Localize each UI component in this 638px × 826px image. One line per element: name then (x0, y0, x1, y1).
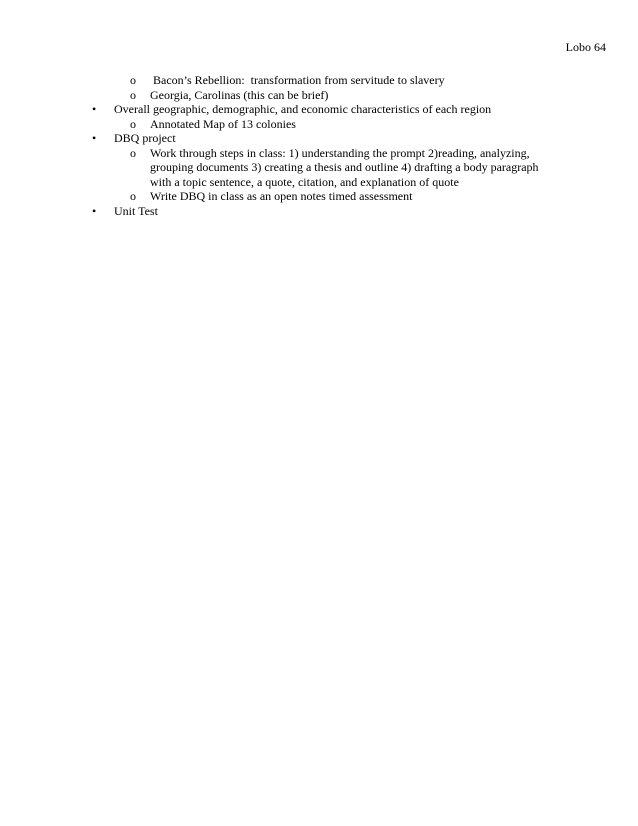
list-item-text: Work through steps in class: 1) understanding the prompt 2)reading, analyzing, (150, 145, 530, 160)
sub-bullet-marker: o (130, 116, 136, 131)
list-item (0, 73, 638, 88)
page-header-label: Lobo 64 (565, 40, 606, 54)
list-item (0, 131, 638, 146)
bullet-marker: • (92, 131, 97, 145)
list-item-text: grouping documents 3) creating a thesis and outline 4) drafting a body paragraph (150, 160, 539, 174)
sub-bullet-marker: o (130, 145, 136, 160)
list-item-text: with a topic sentence, a quote, citation, and explanation of quote (150, 174, 459, 189)
list-item (0, 88, 638, 103)
sub-bullet-marker: o (130, 73, 136, 87)
list-item (0, 102, 638, 117)
list-item-text: Annotated Map of 13 colonies (150, 116, 296, 131)
list-item-text: Unit Test (114, 203, 158, 218)
outline-list (0, 73, 638, 218)
bullet-marker: • (92, 203, 97, 218)
list-item-continuation (0, 160, 638, 175)
list-item-text: Bacon’s Rebellion: transformation from servitude to slavery (150, 73, 445, 87)
list-item (0, 204, 638, 219)
list-item-text: Write DBQ in class as an open notes timed assessment (150, 189, 413, 203)
list-item (0, 146, 638, 161)
list-item-text: Georgia, Carolinas (this can be brief) (150, 87, 329, 102)
list-item (0, 189, 638, 204)
sub-bullet-marker: o (130, 189, 136, 203)
list-item-text: Overall geographic, demographic, and economic characteristics of each region (114, 102, 492, 116)
list-item-text: DBQ project (114, 131, 176, 145)
sub-bullet-marker: o (130, 87, 136, 102)
bullet-marker: • (92, 102, 97, 116)
list-item (0, 117, 638, 132)
list-item-continuation (0, 175, 638, 190)
